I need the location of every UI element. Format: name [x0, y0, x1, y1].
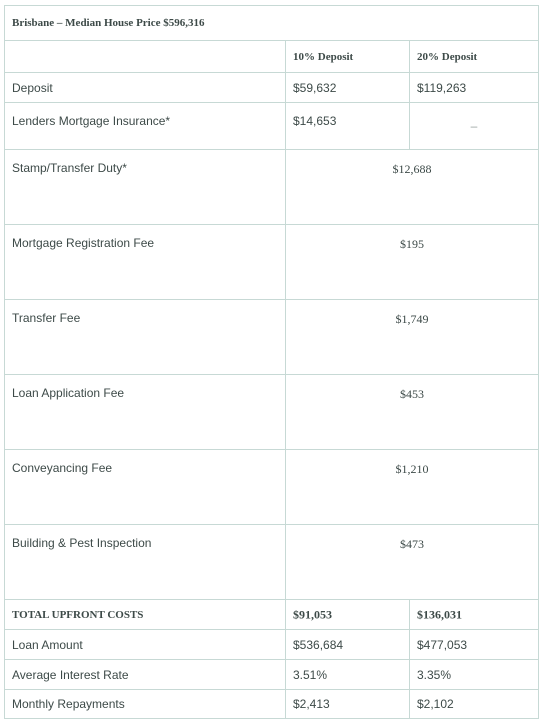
- table-row-monthly-repayments: [5, 689, 538, 718]
- value-20: $119,263: [417, 80, 467, 95]
- header-cell: [285, 41, 409, 72]
- value-10: $536,684: [293, 637, 344, 652]
- table-title-row: [5, 6, 538, 40]
- row-label: Monthly Repayments: [12, 697, 125, 711]
- value-cell: [285, 450, 538, 524]
- row-label: Conveyancing Fee: [12, 461, 113, 475]
- row-label: Deposit: [12, 80, 53, 95]
- value-cell: [409, 103, 538, 149]
- table-row-lmi: [5, 102, 538, 149]
- table-row-loan-application: [5, 374, 538, 449]
- value-20: $477,053: [417, 637, 468, 652]
- table-row-total: [5, 599, 538, 629]
- row-label-cell: [5, 300, 285, 374]
- row-label: Loan Amount: [12, 637, 83, 652]
- value-cell: [285, 525, 538, 599]
- row-label: Average Interest Rate: [12, 667, 129, 682]
- row-label-cell: [5, 525, 285, 599]
- row-label-cell: [5, 375, 285, 449]
- row-label-cell: [5, 450, 285, 524]
- column-header-20: 20% Deposit: [417, 50, 478, 63]
- value-cell: [409, 73, 538, 102]
- table-row-transfer-fee: [5, 299, 538, 374]
- value-10: $91,053: [293, 607, 332, 621]
- value-cell: [285, 375, 538, 449]
- table-row-conveyancing: [5, 449, 538, 524]
- table-row-deposit: [5, 72, 538, 102]
- value-10: $2,413: [293, 697, 330, 711]
- table-row-inspection: [5, 524, 538, 599]
- value-shared: $473: [400, 537, 424, 551]
- row-label: TOTAL UPFRONT COSTS: [12, 608, 144, 621]
- header-empty-cell: [5, 41, 285, 72]
- value-cell: [409, 630, 538, 659]
- value-cell: [285, 150, 538, 224]
- column-header-row: [5, 40, 538, 72]
- row-label: Stamp/Transfer Duty*: [12, 161, 127, 175]
- row-label: Lenders Mortgage Insurance*: [12, 114, 171, 128]
- row-label-cell: [5, 600, 285, 629]
- value-20-dash: –: [470, 119, 478, 133]
- value-10: $14,653: [293, 114, 337, 128]
- value-20: $2,102: [417, 697, 454, 711]
- row-label: Loan Application Fee: [12, 386, 125, 400]
- value-cell: [285, 630, 409, 659]
- value-shared: $12,688: [392, 162, 432, 176]
- row-label-cell: [5, 150, 285, 224]
- value-cell: [285, 73, 409, 102]
- row-label-cell: [5, 630, 285, 659]
- value-10: 3.51%: [293, 667, 328, 682]
- value-shared: $1,749: [395, 312, 429, 326]
- table-row-loan-amount: [5, 629, 538, 659]
- table-row-mortgage-registration: [5, 224, 538, 299]
- value-cell: [285, 690, 409, 718]
- table-row-interest-rate: [5, 659, 538, 689]
- value-cell: [409, 600, 538, 629]
- header-cell: [409, 41, 538, 72]
- row-label-cell: [5, 225, 285, 299]
- row-label: Mortgage Registration Fee: [12, 236, 155, 250]
- value-20: $136,031: [417, 607, 462, 621]
- value-20: 3.35%: [417, 667, 452, 682]
- value-shared: $1,210: [395, 462, 429, 476]
- column-header-10: 10% Deposit: [293, 50, 354, 63]
- row-label-cell: [5, 690, 285, 718]
- row-label: Transfer Fee: [12, 311, 81, 325]
- value-cell: [409, 660, 538, 689]
- table-title: Brisbane – Median House Price $596,316: [12, 17, 205, 29]
- value-10: $59,632: [293, 80, 337, 95]
- value-shared: $195: [400, 237, 424, 251]
- value-cell: [285, 600, 409, 629]
- value-shared: $453: [400, 387, 424, 401]
- value-cell: [285, 103, 409, 149]
- value-cell: [409, 690, 538, 718]
- row-label: Building & Pest Inspection: [12, 536, 152, 550]
- table-row-stamp-duty: [5, 149, 538, 224]
- value-cell: [285, 300, 538, 374]
- row-label-cell: [5, 73, 285, 102]
- cost-table: [4, 5, 539, 719]
- value-cell: [285, 225, 538, 299]
- value-cell: [285, 660, 409, 689]
- row-label-cell: [5, 660, 285, 689]
- row-label-cell: [5, 103, 285, 149]
